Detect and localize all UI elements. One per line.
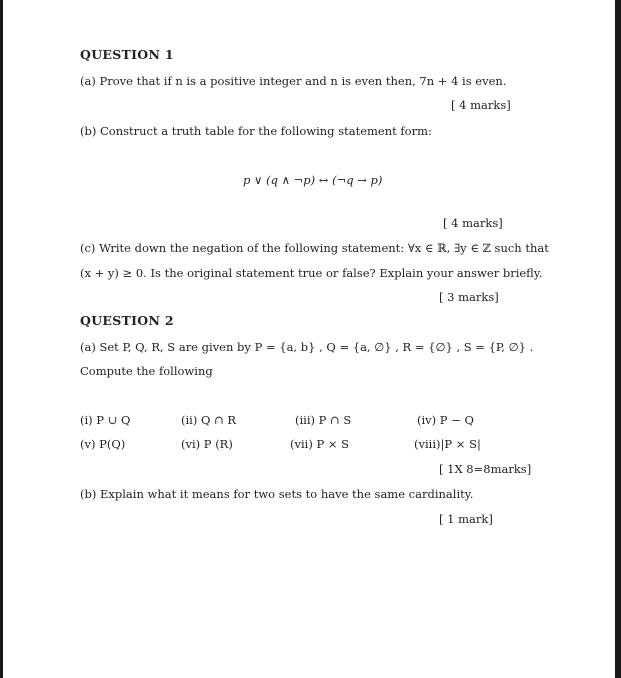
question-1-heading: QUESTION 1 [80, 47, 174, 62]
question-2a-line1: (a) Set P, Q, R, S are given by P = {a, b} , Q = {a, ∅} , R = {∅} , S = {P, ∅} . [80, 340, 534, 354]
q2-item-ii: (ii) Q ∩ R [181, 413, 237, 427]
question-1a-marks: [ 4 marks] [451, 98, 511, 112]
question-1a-text: (a) Prove that if n is a positive integer and n is even then, 7n + 4 is even. [80, 74, 507, 88]
q2-item-vi: (vi) P (R) [181, 437, 233, 451]
q2-item-i: (i) P ∪ Q [80, 413, 131, 427]
q2-item-v: (v) P(Q) [80, 437, 126, 451]
question-2a-line2: Compute the following [80, 364, 213, 378]
question-1c-marks: [ 3 marks] [439, 290, 499, 304]
question-2b-text: (b) Explain what it means for two sets to have the same cardinality. [80, 487, 474, 501]
q2-item-vii: (vii) P × S [290, 437, 350, 451]
q2-item-iv: (iv) P − Q [417, 413, 474, 427]
question-2a-marks: [ 1X 8=8marks] [439, 462, 532, 476]
q2-item-viii: (viii)|P × S| [414, 437, 481, 451]
question-1c-line1: (c) Write down the negation of the following statement: ∀x ∈ ℝ, ∃y ∈ ℤ such that [80, 241, 549, 255]
document-page [3, 0, 615, 678]
right-dark-border [615, 0, 621, 678]
question-1b-text: (b) Construct a truth table for the following statement form: [80, 124, 432, 138]
q2-item-iii: (iii) P ∩ S [295, 413, 352, 427]
question-2b-marks: [ 1 mark] [439, 512, 493, 526]
question-1c-line2: (x + y) ≥ 0. Is the original statement true or false? Explain your answer briefly. [80, 266, 543, 280]
question-2-heading: QUESTION 2 [80, 313, 174, 328]
question-1b-marks: [ 4 marks] [443, 216, 503, 230]
question-1b-formula: p ∨ (q ∧ ¬p) ↔ (¬q → p) [243, 173, 383, 187]
